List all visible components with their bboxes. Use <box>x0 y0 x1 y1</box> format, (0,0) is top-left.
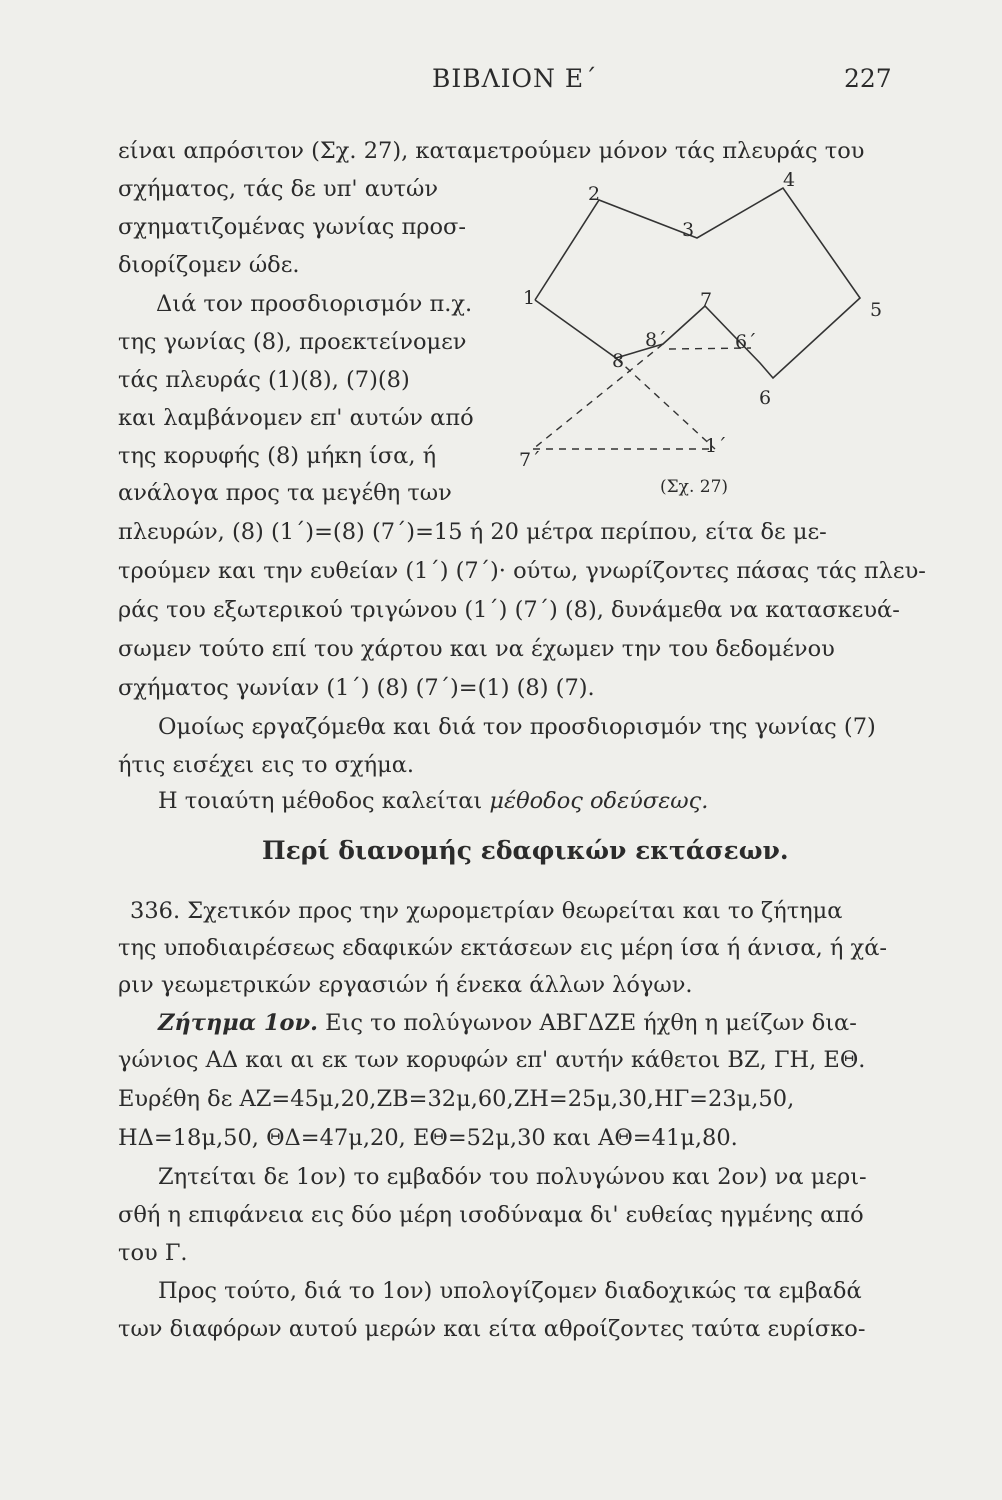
vertex-label: 7 <box>700 289 713 311</box>
polygon-figure <box>505 168 905 508</box>
vertex-label: 4 <box>783 169 796 191</box>
construction-lines <box>533 344 751 449</box>
text-line: σχήματος γωνίαν (1΄) (8) (7΄)=(1) (8) (7). <box>118 675 595 701</box>
text-line: της κορυφής (8) μήκη ίσα, ή <box>118 443 437 469</box>
vertex-label: 8΄ <box>645 329 667 351</box>
figure-caption: (Σχ. 27) <box>660 477 729 497</box>
problem-label: Ζήτημα 1ον. <box>158 1010 319 1036</box>
method-sentence: Η τοιαύτη μέθοδος καλείται <box>158 788 483 814</box>
vertex-label: 6΄ <box>735 331 757 353</box>
page-number: 227 <box>844 64 892 93</box>
text-line: ήτις εισέχει εις το σχήμα. <box>118 752 415 778</box>
text-line: της γωνίας (8), προεκτείνομεν <box>118 329 467 355</box>
vertex-label: 5 <box>870 299 883 321</box>
polygon-outline <box>535 188 860 378</box>
text-line: 336. Σχετικόν προς την χωρομετρίαν θεωρείται και το ζήτημα <box>130 898 843 924</box>
text-line: ράς του εξωτερικού τριγώνου (1΄) (7΄) (8), δυνάμεθα να κατασκευά- <box>118 597 900 623</box>
section-heading: Περί διανομής εδαφικών εκτάσεων. <box>262 836 789 865</box>
text-line: τρούμεν και την ευθείαν (1΄) (7΄)· ούτω, γνωρίζοντες πάσας τάς πλευ- <box>118 558 926 584</box>
text-line: Προς τούτο, διά το 1ον) υπολογίζομεν διαδοχικώς τα εμβαδά <box>158 1278 862 1304</box>
vertex-label: 1 <box>523 287 536 309</box>
vertex-label: 3 <box>682 219 695 241</box>
text-line: του Γ. <box>118 1240 188 1266</box>
text-line: ριν γεωμετρικών εργασιών ή ένεκα άλλων λόγων. <box>118 972 693 998</box>
problem-sentence: Εις το πολύγωνον ΑΒΓΔΖΕ ήχθη η μείζων δια- <box>325 1010 857 1036</box>
text-line: είναι απρόσιτον (Σχ. 27), καταμετρούμεν μόνον τάς πλευράς του <box>118 138 865 164</box>
text-line: τάς πλευράς (1)(8), (7)(8) <box>118 367 410 393</box>
text-line <box>158 786 708 816</box>
figure-labels <box>519 169 882 471</box>
text-line: σωμεν τούτο επί του χάρτου και να έχωμεν την του δεδομένου <box>118 636 835 662</box>
text-line: πλευρών, (8) (1΄)=(8) (7΄)=15 ή 20 μέτρα περίπου, είτα δε με- <box>118 519 827 545</box>
text-line: των διαφόρων αυτού μερών και είτα αθροίζοντες ταύτα ευρίσκο- <box>118 1316 866 1342</box>
text-line: διορίζομεν ώδε. <box>118 252 300 278</box>
text-line: γώνιος ΑΔ και αι εκ των κορυφών επ' αυτήν κάθετοι ΒΖ, ΓΗ, ΕΘ. <box>118 1047 866 1073</box>
text-line: Ζητείται δε 1ον) το εμβαδόν του πολυγώνου και 2ον) να μερι- <box>158 1164 867 1190</box>
text-line <box>158 1008 857 1038</box>
text-line: ΗΔ=18μ,50, ΘΔ=47μ,20, ΕΘ=52μ,30 και ΑΘ=41μ,80. <box>118 1125 738 1151</box>
text-line: σθή η επιφάνεια εις δύο μέρη ισοδύναμα δι' ευθείας ηγμένης από <box>118 1202 864 1228</box>
page-header <box>0 62 1002 102</box>
text-line: σχήματος, τάς δε υπ' αυτών <box>118 176 439 202</box>
vertex-label: 7΄ <box>519 449 541 471</box>
text-line: Ομοίως εργαζόμεθα και διά τον προσδιορισμόν της γωνίας (7) <box>158 714 876 740</box>
text-line: Διά τον προσδιορισμόν π.χ. <box>156 291 473 317</box>
method-term: μέθοδος οδεύσεως. <box>489 788 709 814</box>
text-line: και λαμβάνομεν επ' αυτών από <box>118 405 474 431</box>
text-line: σχηματιζομένας γωνίας προσ- <box>118 214 466 240</box>
vertex-label: 8 <box>612 350 625 372</box>
text-line: Ευρέθη δε ΑΖ=45μ,20,ΖΒ=32μ,60,ΖΗ=25μ,30,ΗΓ=23μ,50, <box>118 1086 795 1112</box>
text-line: της υποδιαιρέσεως εδαφικών εκτάσεων εις μέρη ίσα ή άνισα, ή χά- <box>118 935 887 961</box>
text-line: ανάλογα προς τα μεγέθη των <box>118 480 452 506</box>
vertex-label: 1΄ <box>705 435 727 457</box>
running-title: ΒΙΒΛΙΟΝ Ε΄ <box>432 64 598 93</box>
vertex-label: 2 <box>588 183 601 205</box>
vertex-label: 6 <box>759 387 772 409</box>
